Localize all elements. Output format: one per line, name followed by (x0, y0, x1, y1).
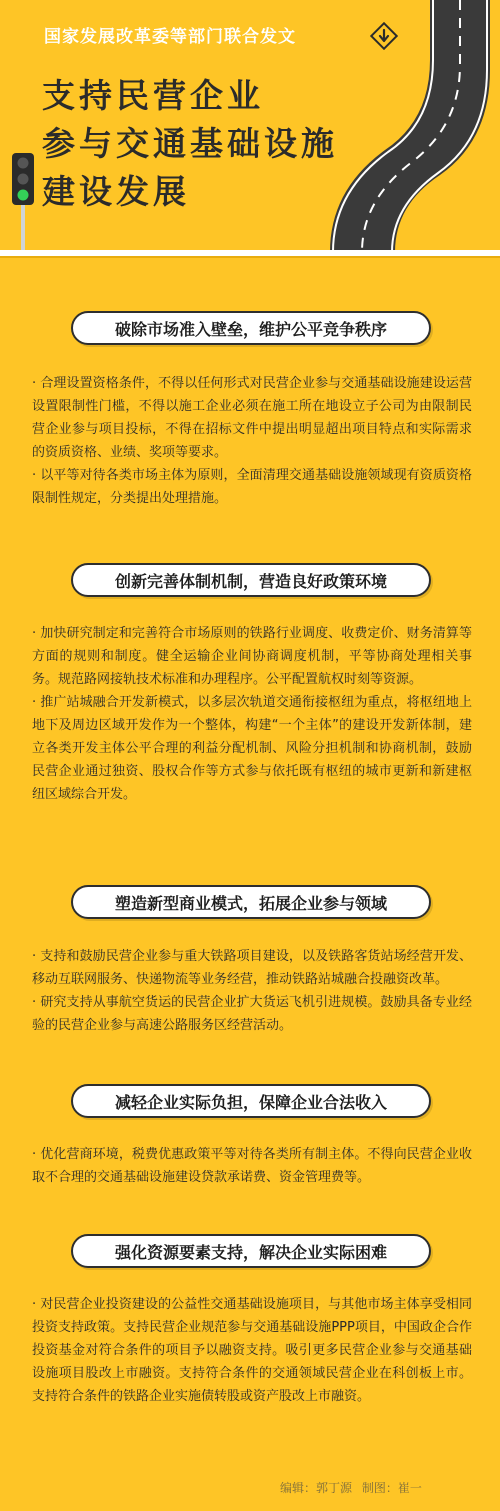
section-title-market-access: 破除市场准入壁垒，维护公平竞争秩序 (71, 311, 431, 345)
section-body-institutions (32, 622, 472, 806)
section-title-reduce-burden: 减轻企业实际负担，保障企业合法收入 (71, 1084, 431, 1118)
bullet-item: · 以平等对待各类市场主体为原则，全面清理交通基础设施领域现有资质资格限制性规定，分类提出处理措施。 (32, 468, 472, 506)
header-banner (0, 0, 500, 252)
editor-credit: 编辑：郭丁源 (280, 1481, 353, 1495)
bullet-item: · 合理设置资格条件，不得以任何形式对民营企业参与交通基础设施建设运营设置限制性门槛，不得以施工企业必须在施工所在地设立子公司为由限制民营企业参与项目投标，不得在招标文件中提出明显超出项目特点和实际需求的资质资格、业绩、奖项等要求。 (32, 376, 472, 460)
section-body-business-models (32, 945, 472, 1037)
section-body-market-access (32, 372, 472, 510)
bullet-item: · 加快研究制定和完善符合市场原则的铁路行业调度、收费定价、财务清算等方面的规则和制度。健全运输企业间协商调度机制，平等协商处理相关事务。规范路网接轨技术标准和办理程序。公平配置航权时刻等资源。 (32, 626, 472, 687)
section-body-reduce-burden (32, 1143, 472, 1189)
page-title-line-2: 参与交通基础设施 (42, 124, 338, 163)
bullet-item: · 优化营商环境，税费优惠政策平等对待各类所有制主体。不得向民营企业收取不合理的交通基础设施建设贷款承诺费、资金管理费等。 (32, 1147, 472, 1185)
bullet-item: · 推广站城融合开发新模式，以多层次轨道交通衔接枢纽为重点，将枢纽地上地下及周边区域开发作为一个整体，构建“一个主体”的建设开发新体制，建立各类开发主体公平合理的利益分配机制、风险分担机制和协商机制，鼓励民营企业通过独资、股权合作等方式参与依托既有枢纽的城市更新和新建枢纽区域综合开发。 (32, 695, 472, 802)
page-title-line-1: 支持民营企业 (42, 76, 264, 115)
arrow-down-diamond-icon (370, 22, 398, 50)
bullet-item: · 支持和鼓励民营企业参与重大铁路项目建设，以及铁路客货站场经营开发、移动互联网服务、快递物流等业务经营，推动铁路站城融合投融资改革。 (32, 949, 472, 987)
section-title-business-models: 塑造新型商业模式，拓展企业参与领域 (71, 885, 431, 919)
section-body-resource-support (32, 1293, 472, 1408)
bullet-item: · 对民营企业投资建设的公益性交通基础设施项目，与其他市场主体享受相同投资支持政策。支持民营企业规范参与交通基础设施PPP项目，中国政企合作投资基金对符合条件的项目予以融资支持。吸引更多民营企业参与交通基础设施项目股改上市融资。支持符合条件的交通领域民营企业在科创板上市。支持符合条件的铁路企业实施债转股或资产股改上市融资。 (32, 1297, 472, 1404)
designer-credit: 制图：崔一 (361, 1481, 422, 1495)
section-title-institutions: 创新完善体制机制，营造良好政策环境 (71, 563, 431, 597)
bullet-item: · 研究支持从事航空货运的民营企业扩大货运飞机引进规模。鼓励具备专业经验的民营企业参与高速公路服务区经营活动。 (32, 995, 472, 1033)
header-divider-shadow (0, 256, 500, 258)
traffic-light-icon (10, 153, 36, 252)
credits (280, 1479, 490, 1496)
page-title-line-3: 建设发展 (42, 172, 190, 211)
header-kicker: 国家发展改革委等部门联合发文 (44, 27, 296, 47)
section-title-resource-support: 强化资源要素支持，解决企业实际困难 (71, 1234, 431, 1268)
